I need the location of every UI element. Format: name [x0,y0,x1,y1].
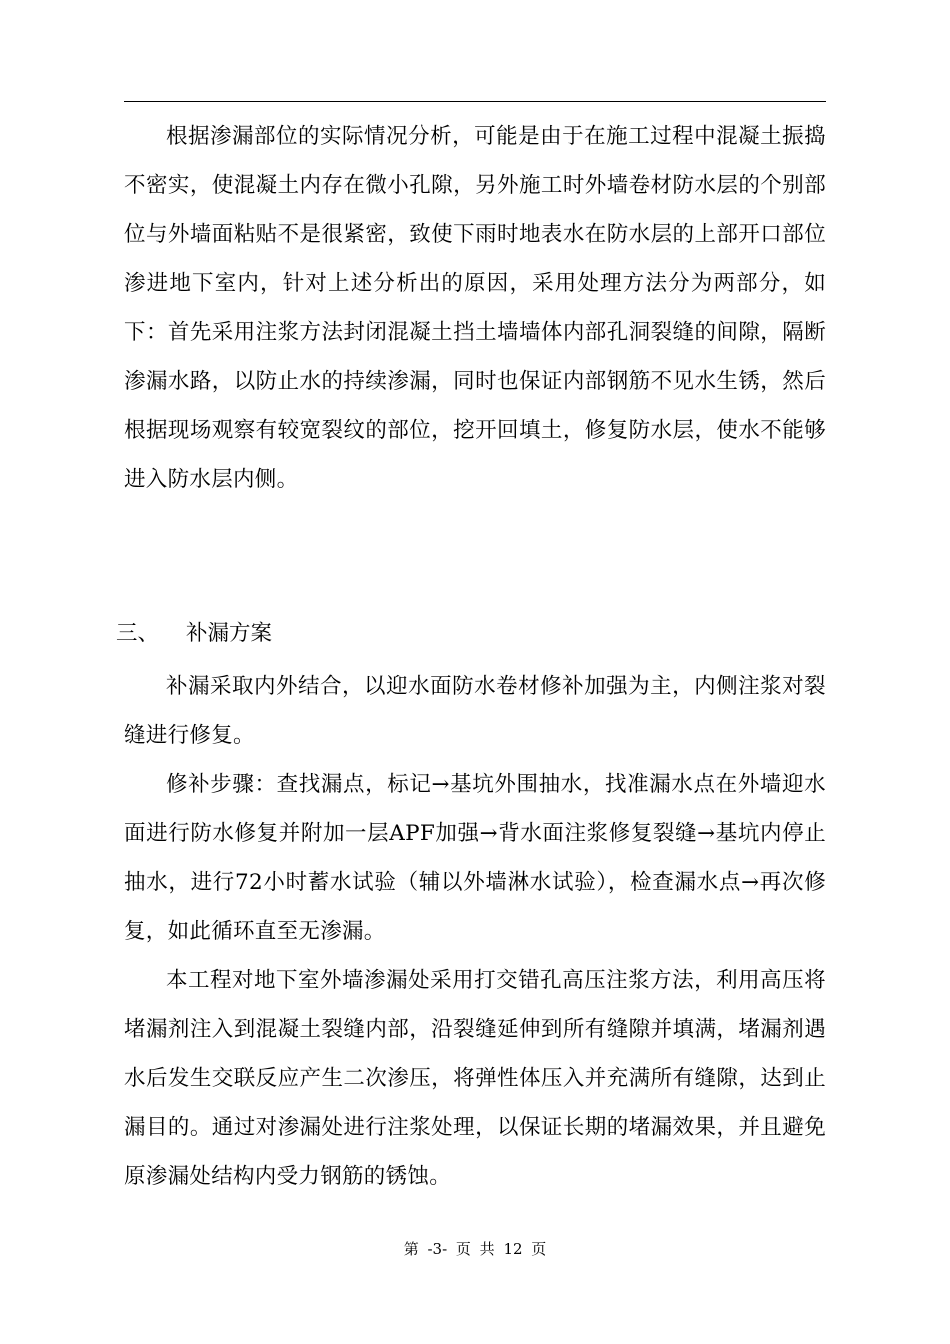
section-title: 补漏方案 [186,621,273,646]
body-paragraph-steps: 修补步骤：查找漏点，标记→基坑外围抽水，找准漏水点在外墙迎水面进行防水修复并附加一层APF加强→背水面注浆修复裂缝→基坑内停止抽水，进行72小时蓄水试验（辅以外墙淋水试验），检查漏水点→再次修复，如此循环直至无渗漏。 [124,772,826,944]
body-paragraph-analysis: 根据渗漏部位的实际情况分析，可能是由于在施工过程中混凝土振捣不密实，使混凝土内存在微小孔隙，另外施工时外墙卷材防水层的个别部位与外墙面粘贴不是很紧密，致使下雨时地表水在防水层的上部开口部位渗进地下室内，针对上述分析出的原因，采用处理方法分为两部分，如下：首先采用注浆方法封闭混凝土挡土墙墙体内部孔洞裂缝的间隙，隔断渗漏水路，以防止水的持续渗漏，同时也保证内部钢筋不见水生锈，然后根据现场观察有较宽裂纹的部位，挖开回填土，修复防水层，使水不能够进入防水层内侧。 [124,124,826,492]
section-heading [116,612,272,656]
page-footer: 第 -3- 页 共 12 页 [403,1240,547,1258]
header-rule [124,101,826,102]
body-paragraph-method: 本工程对地下室外墙渗漏处采用打交错孔高压注浆方法，利用高压将堵漏剂注入到混凝土裂缝内部，沿裂缝延伸到所有缝隙并填满，堵漏剂遇水后发生交联反应产生二次渗压，将弹性体压入并充满所有缝隙，达到止漏目的。通过对渗漏处进行注浆处理，以保证长期的堵漏效果，并且避免原渗漏处结构内受力钢筋的锈蚀。 [124,968,826,1189]
body-paragraph-approach: 补漏采取内外结合，以迎水面防水卷材修补加强为主，内侧注浆对裂缝进行修复。 [124,674,826,748]
section-number: 三、 [116,621,160,646]
